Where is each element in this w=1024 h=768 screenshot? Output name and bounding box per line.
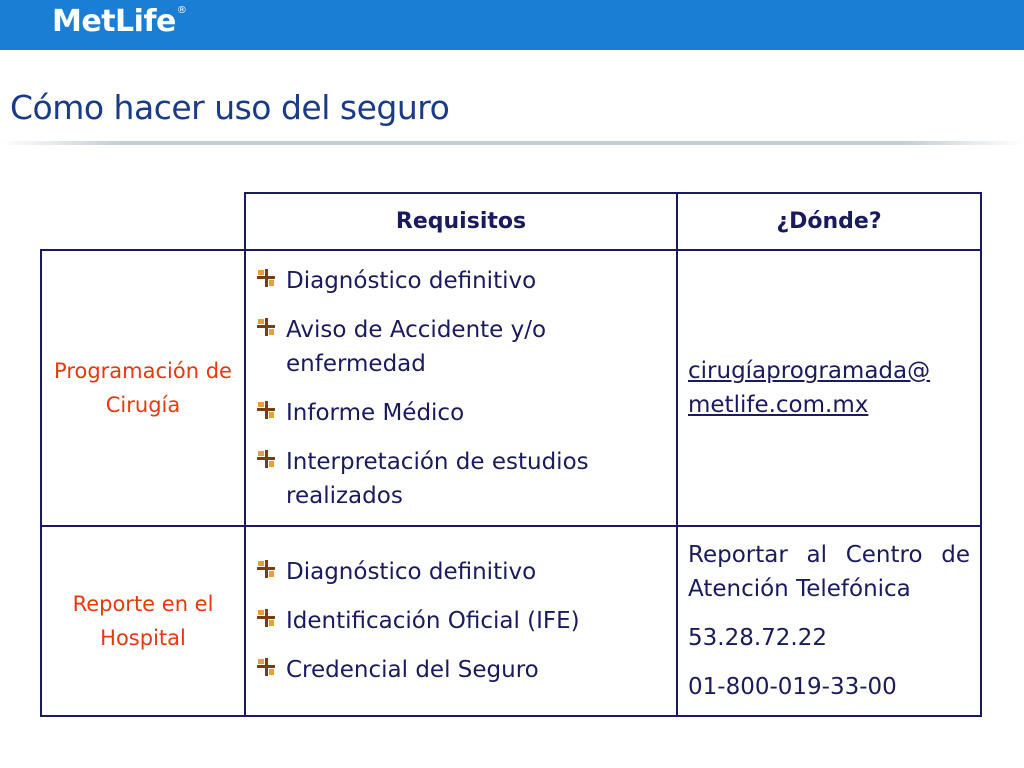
phone-number-tollfree: 01-800-019-33-00 bbox=[688, 674, 897, 700]
report-instruction-line: Reportar al Centro de bbox=[688, 542, 970, 568]
column-header-donde: ¿Dónde? bbox=[677, 193, 981, 250]
square-bullet-icon bbox=[257, 560, 275, 578]
list-item: Credencial del Seguro bbox=[286, 653, 662, 687]
page-title: Cómo hacer uso del seguro bbox=[10, 88, 450, 127]
list-item: Aviso de Accidente y/o enfermedad bbox=[286, 313, 662, 381]
square-bullet-icon bbox=[257, 609, 275, 627]
email-link[interactable]: cirugíaprogramada@ metlife.com.mx bbox=[688, 358, 931, 418]
list-item: Interpretación de estudios realizados bbox=[286, 445, 662, 513]
table-row bbox=[41, 526, 981, 716]
header-bar bbox=[0, 0, 1024, 50]
row-label-programacion-cirugia: Programación de Cirugía bbox=[41, 250, 245, 526]
requirements-cell bbox=[245, 250, 677, 526]
row-label-reporte-hospital: Reporte en el Hospital bbox=[41, 526, 245, 716]
metlife-logo: MetLife® bbox=[52, 4, 187, 39]
square-bullet-icon bbox=[257, 318, 275, 336]
square-bullet-icon bbox=[257, 450, 275, 468]
requirements-cell bbox=[245, 526, 677, 716]
table-header-row bbox=[41, 193, 981, 250]
square-bullet-icon bbox=[257, 401, 275, 419]
empty-corner-cell bbox=[41, 193, 245, 250]
phone-number-local: 53.28.72.22 bbox=[688, 625, 827, 651]
column-header-requisitos: Requisitos bbox=[245, 193, 677, 250]
list-item: Identificación Oficial (IFE) bbox=[286, 604, 662, 638]
requirements-table bbox=[40, 192, 982, 717]
report-instruction-line: Atención Telefónica bbox=[688, 576, 911, 602]
where-cell bbox=[677, 250, 981, 526]
title-divider bbox=[0, 141, 1024, 145]
where-cell bbox=[677, 526, 981, 716]
requirements-list bbox=[246, 256, 676, 521]
square-bullet-icon bbox=[257, 658, 275, 676]
list-item: Diagnóstico definitivo bbox=[286, 555, 662, 589]
requirements-list bbox=[246, 547, 676, 695]
table-row bbox=[41, 250, 981, 526]
list-item: Diagnóstico definitivo bbox=[286, 264, 662, 298]
list-item: Informe Médico bbox=[286, 396, 662, 430]
square-bullet-icon bbox=[257, 269, 275, 287]
